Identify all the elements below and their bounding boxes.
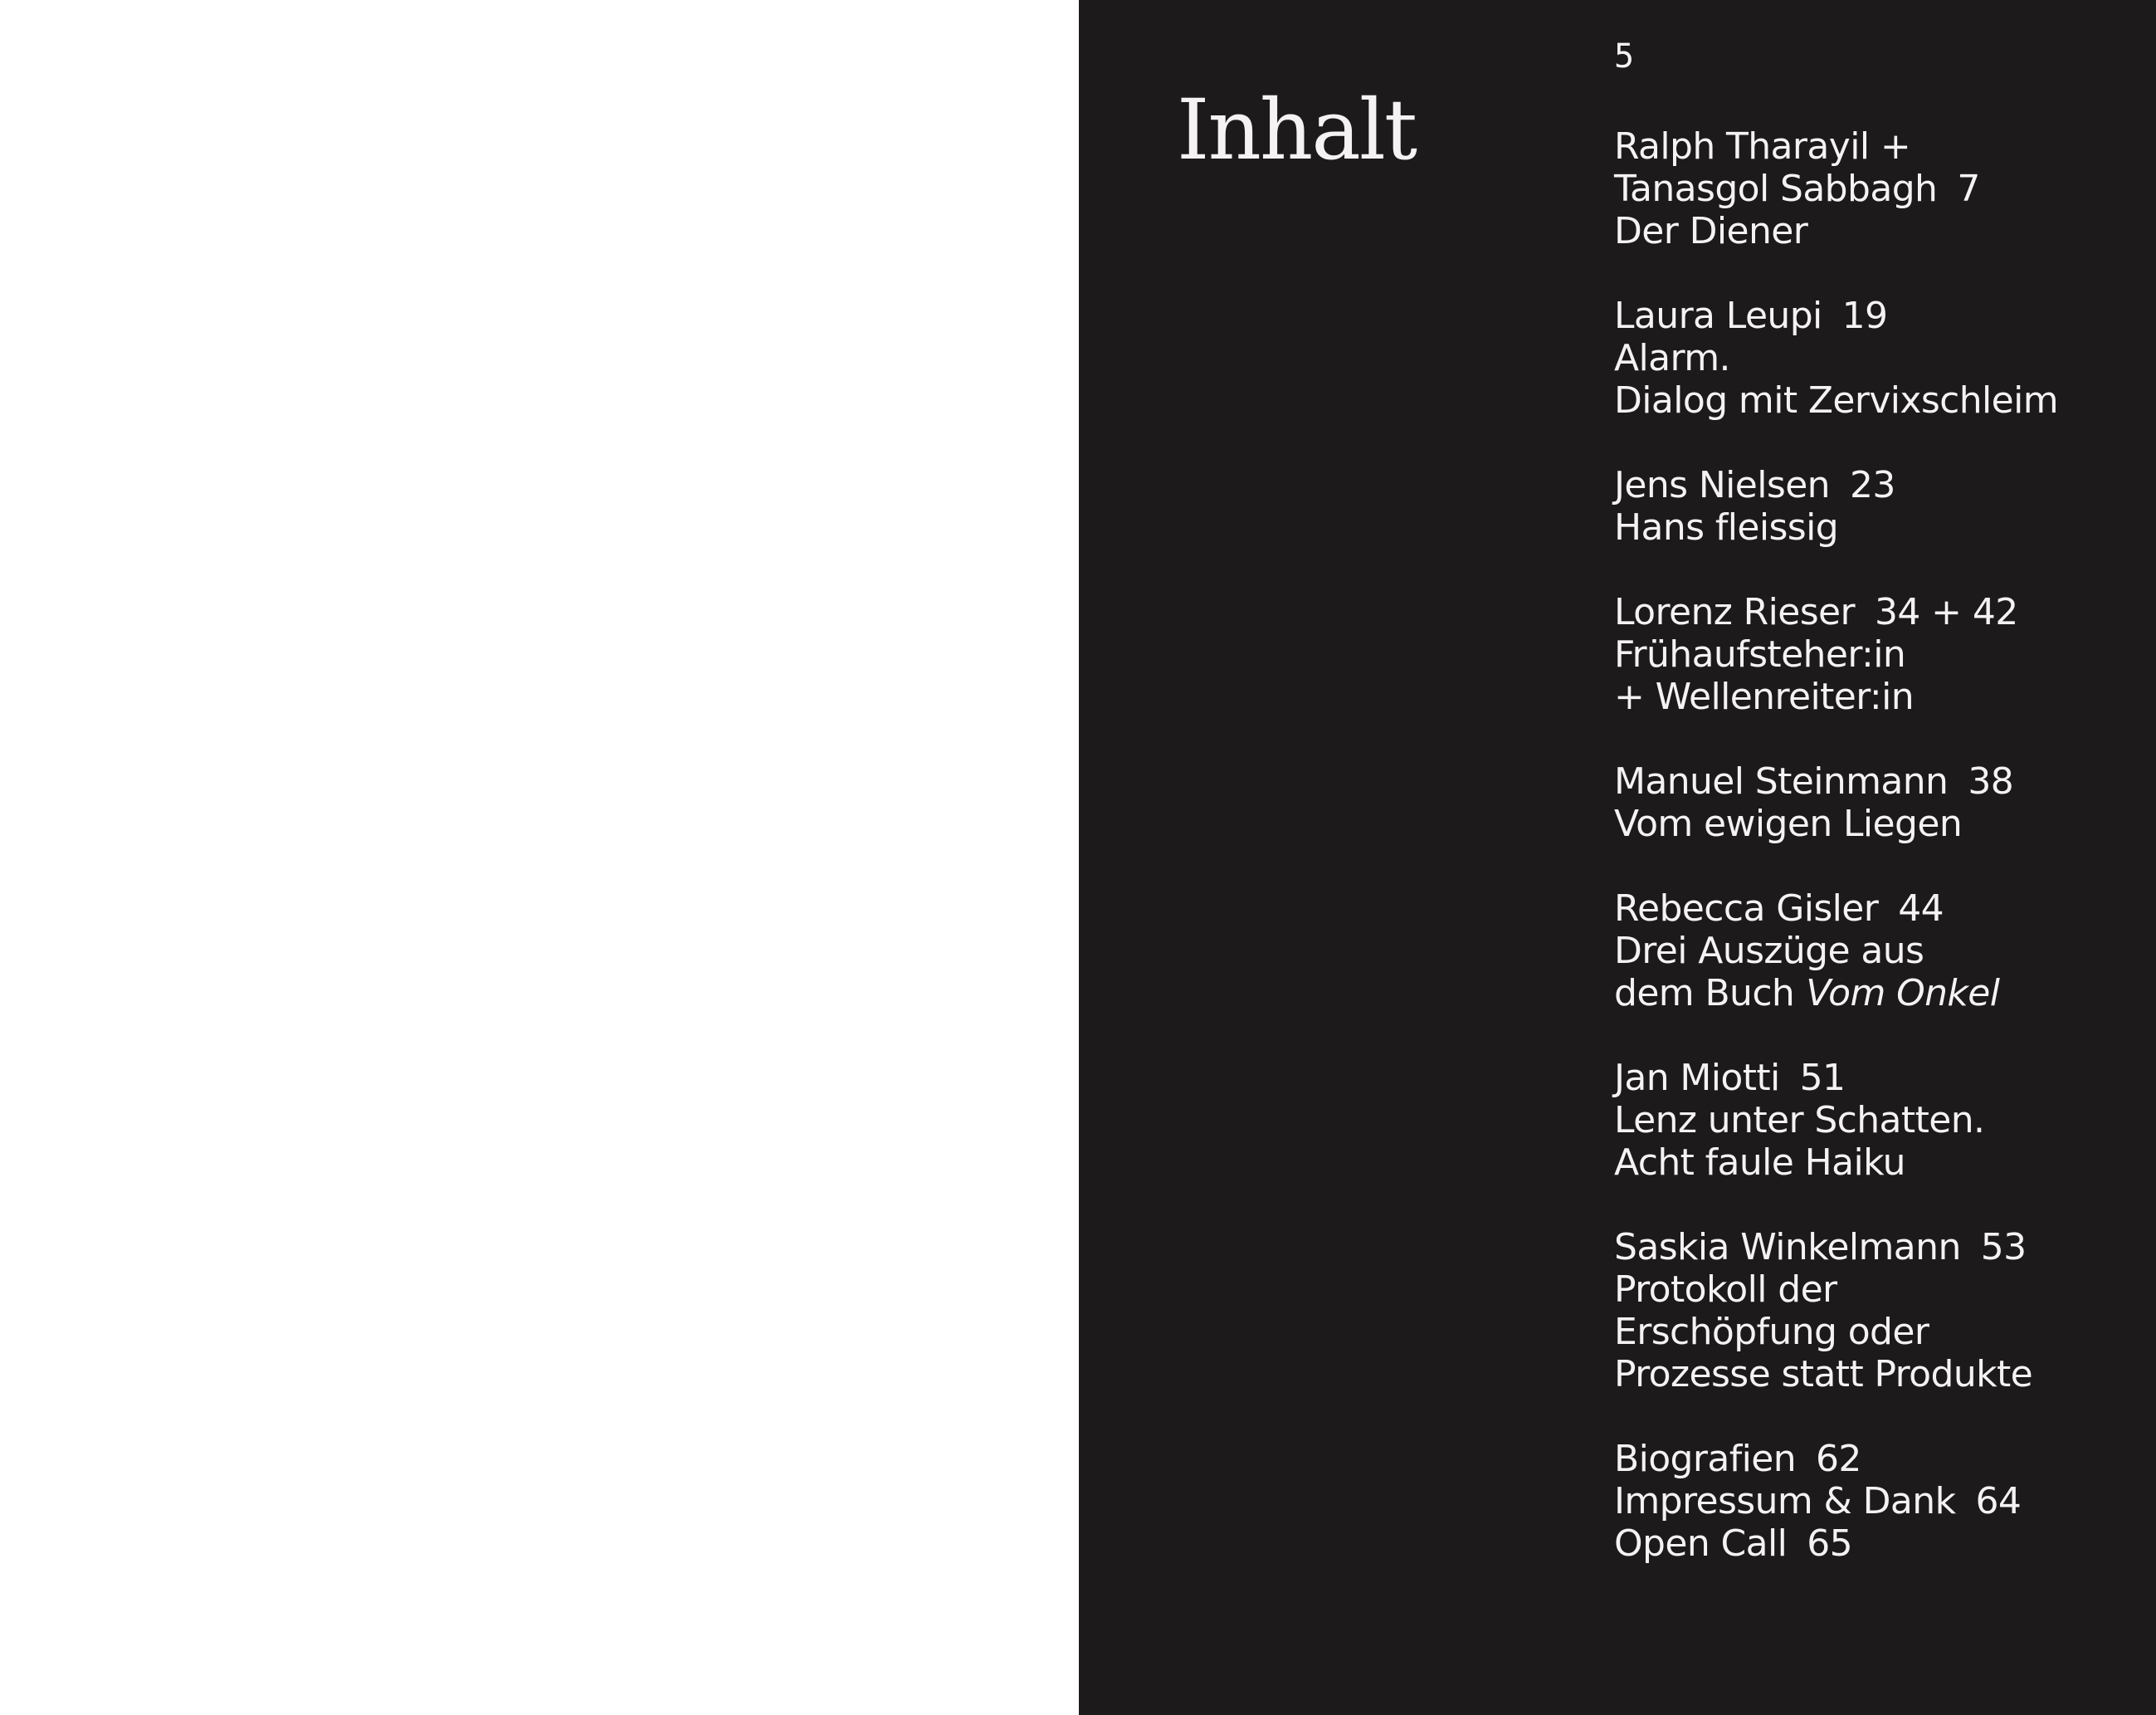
toc-author: Rebecca Gisler bbox=[1614, 887, 1879, 930]
toc-title: Acht faule Haiku bbox=[1614, 1141, 1905, 1184]
toc-entry bbox=[1614, 887, 2145, 1014]
toc-title: Hans fleissig bbox=[1614, 506, 1839, 549]
toc-entry bbox=[1614, 1226, 2145, 1395]
toc-author: Tanasgol Sabbagh bbox=[1614, 168, 1938, 210]
toc-title: Prozesse statt Produkte bbox=[1614, 1353, 2033, 1395]
toc-title: Lenz unter Schatten. bbox=[1614, 1099, 1985, 1141]
contents-page bbox=[1079, 0, 2156, 1715]
toc-page-number: 7 bbox=[1957, 168, 1980, 210]
toc-page-number: 65 bbox=[1807, 1522, 1853, 1565]
toc-title: Frühaufsteher:in bbox=[1614, 633, 1906, 676]
toc-page-number: 53 bbox=[1980, 1226, 2027, 1268]
toc-author-line bbox=[1614, 1057, 2145, 1099]
toc-author: Jens Nielsen bbox=[1614, 464, 1830, 506]
page-number: 5 bbox=[1614, 37, 1635, 76]
toc-appendix-label: Biografien bbox=[1614, 1438, 1796, 1480]
toc-appendix-line bbox=[1614, 1480, 2145, 1522]
toc-title-line bbox=[1614, 972, 2145, 1014]
toc-appendix-label: Open Call bbox=[1614, 1522, 1788, 1565]
toc-title: + Wellenreiter:in bbox=[1614, 676, 1915, 718]
toc-entry bbox=[1614, 295, 2145, 422]
toc-entry bbox=[1614, 591, 2145, 718]
toc-author-line bbox=[1614, 591, 2145, 633]
toc-page-number: 34 + 42 bbox=[1874, 591, 2018, 633]
toc-author: Ralph Tharayil + bbox=[1614, 125, 1911, 168]
toc-author-line bbox=[1614, 760, 2145, 803]
toc-title: Erschöpfung oder bbox=[1614, 1311, 1929, 1353]
toc-appendix-line bbox=[1614, 1522, 2145, 1565]
toc-page-number: 64 bbox=[1975, 1480, 2022, 1522]
toc-title: Dialog mit Zervixschleim bbox=[1614, 379, 2059, 422]
toc-entry bbox=[1614, 125, 2145, 252]
page-title: Inhalt bbox=[1177, 81, 1417, 178]
toc-page-number: 19 bbox=[1841, 295, 1888, 337]
toc-entry bbox=[1614, 464, 2145, 549]
toc-page-number: 62 bbox=[1816, 1438, 1861, 1480]
toc-author: Saskia Winkelmann bbox=[1614, 1226, 1961, 1268]
toc-author-line bbox=[1614, 887, 2145, 930]
toc-title: Alarm. bbox=[1614, 337, 1730, 379]
toc-title: Der Diener bbox=[1614, 210, 1808, 252]
toc-page-number: 23 bbox=[1849, 464, 1895, 506]
toc-entry bbox=[1614, 1057, 2145, 1184]
toc-entry bbox=[1614, 760, 2145, 845]
toc-author: Lorenz Rieser bbox=[1614, 591, 1855, 633]
toc-author: Laura Leupi bbox=[1614, 295, 1822, 337]
toc-page-number: 51 bbox=[1799, 1057, 1846, 1099]
toc-appendix-line bbox=[1614, 1438, 2145, 1480]
toc-title: dem Buch bbox=[1614, 972, 1795, 1014]
table-of-contents bbox=[1614, 125, 2145, 1565]
toc-title: Vom ewigen Liegen bbox=[1614, 803, 1963, 845]
toc-author: Manuel Steinmann bbox=[1614, 760, 1949, 803]
toc-author-line bbox=[1614, 295, 2145, 337]
toc-appendix-label: Impressum & Dank bbox=[1614, 1480, 1956, 1522]
toc-author-line bbox=[1614, 464, 2145, 506]
toc-appendix bbox=[1614, 1438, 2145, 1565]
toc-author-line bbox=[1614, 1226, 2145, 1268]
toc-page-number: 38 bbox=[1968, 760, 2014, 803]
toc-book-title: Vom Onkel bbox=[1806, 972, 2000, 1014]
toc-title: Protokoll der bbox=[1614, 1268, 1837, 1311]
toc-title: Drei Auszüge aus bbox=[1614, 930, 1924, 972]
toc-author-line bbox=[1614, 168, 2145, 210]
toc-author: Jan Miotti bbox=[1614, 1057, 1780, 1099]
toc-page-number: 44 bbox=[1898, 887, 1944, 930]
